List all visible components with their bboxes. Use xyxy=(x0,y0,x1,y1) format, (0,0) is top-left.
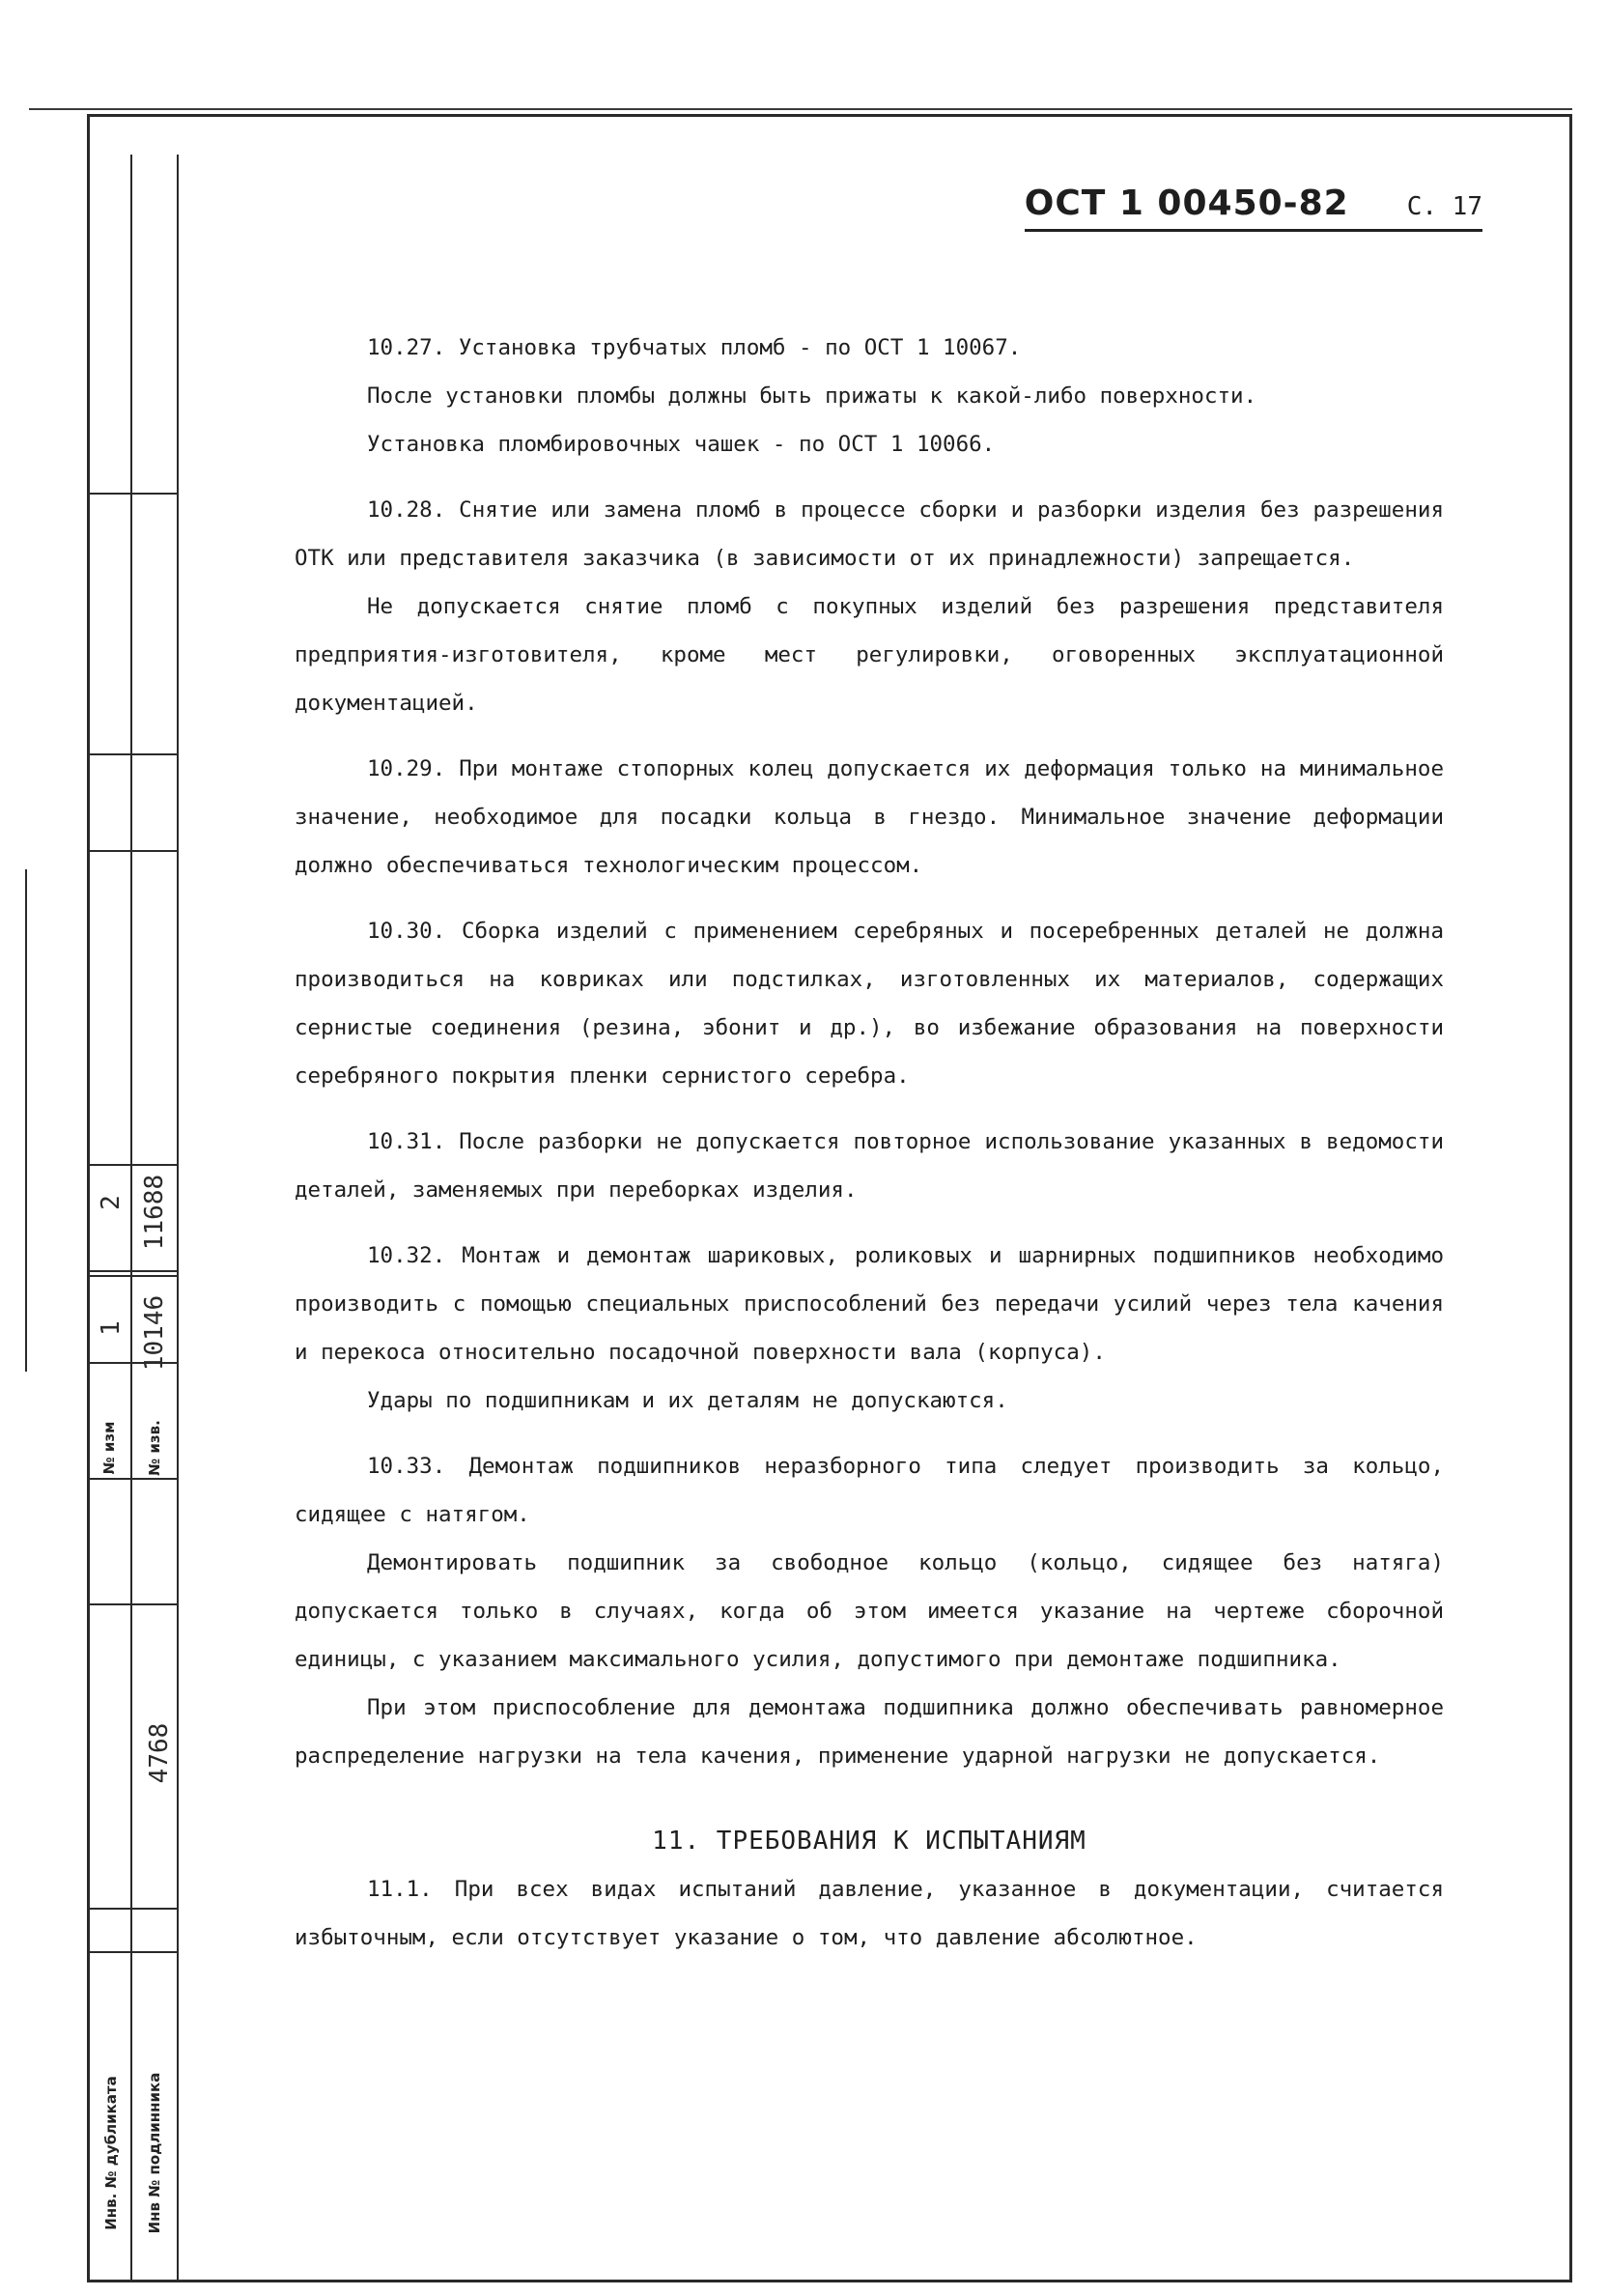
paragraph: Удары по подшипникам и их деталям не допускаются. xyxy=(367,1388,1008,1413)
paragraph: При этом приспособление для демонтажа подшипника должно обеспечивать равномерное распределение нагрузки на тела качения, применение ударной нагрузки не допускается. xyxy=(295,1695,1444,1769)
strip-row-line xyxy=(87,1164,179,1166)
top-border-line xyxy=(29,108,1572,110)
strip-row-line xyxy=(87,1908,179,1910)
strip-column-divider xyxy=(130,155,132,2282)
page-number: С. 17 xyxy=(1406,192,1482,221)
strip-row-line xyxy=(87,850,179,852)
paragraph: Не допускается снятие пломб с покупных изделий без разрешения представителя предприятия-изготовителя, кроме мест регулировки, оговоренных эксплуатационной документацией. xyxy=(295,594,1444,716)
original-inventory-label: Инв № подлинника xyxy=(146,2072,163,2234)
strip-row-line xyxy=(87,1951,179,1953)
izm-value-1: 1 xyxy=(97,1320,126,1336)
paragraph: 11.1. При всех видах испытаний давление, указанное в документации, считается избыточным, если отсутствует указание о том, что давление абсолютное. xyxy=(295,1877,1444,1950)
strip-row-line xyxy=(87,1270,179,1272)
paragraph: Установка пломбировочных чашек - по ОСТ 1 10066. xyxy=(367,432,996,457)
margin-mark xyxy=(25,869,27,1372)
paragraph: Демонтировать подшипник за свободное кольцо (кольцо, сидящее без натяга) допускается только в случаях, когда об этом имеется указание на чертеже сборочной единицы, с указанием максимального усилия, допустимого при демонтаже подшипника. xyxy=(295,1550,1444,1672)
paragraph: 10.29. При монтаже стопорных колец допускается их деформация только на минимальное значение, необходимое для посадки кольца в гнездо. Минимальное значение деформации должно обеспечиваться технологическим процессом. xyxy=(295,756,1444,878)
izv-label: № изв. xyxy=(146,1420,163,1476)
izv-value-2: 11688 xyxy=(140,1174,169,1251)
paragraph: 10.27. Установка трубчатых пломб - по ОСТ 1 10067. xyxy=(367,335,1022,360)
izv-value-1: 10146 xyxy=(140,1294,169,1372)
paragraph: 10.31. После разборки не допускается повторное использование указанных в ведомости деталей, заменяемых при переборках изделия. xyxy=(295,1129,1444,1203)
page-header xyxy=(1025,184,1482,232)
paragraph: 10.28. Снятие или замена пломб в процессе сборки и разборки изделия без разрешения ОТК или представителя заказчика (в зависимости от их принадлежности) запрещается. xyxy=(295,497,1444,571)
original-inventory-number: 4768 xyxy=(145,1722,174,1784)
document-body xyxy=(295,324,1444,1962)
paragraph: 10.33. Демонтаж подшипников неразборного типа следует производить за кольцо, сидящее с натягом. xyxy=(295,1454,1444,1527)
strip-row-line xyxy=(87,1275,179,1277)
strip-right-border xyxy=(177,155,179,2282)
duplicate-inventory-label: Инв. № дубликата xyxy=(102,2076,120,2230)
strip-row-line xyxy=(87,1603,179,1605)
section-title: 11. ТРЕБОВАНИЯ К ИСПЫТАНИЯМ xyxy=(652,1827,1086,1856)
izm-value-2: 2 xyxy=(97,1195,126,1210)
strip-row-line xyxy=(87,753,179,755)
side-stamp-table xyxy=(87,155,179,2282)
paragraph: 10.32. Монтаж и демонтаж шариковых, роликовых и шарнирных подшипников необходимо производить с помощью специальных приспособлений без передачи усилий через тела качения и перекоса относительно посадочной поверхности вала (корпуса). xyxy=(295,1243,1444,1365)
strip-row-line xyxy=(87,493,179,495)
paragraph: 10.30. Сборка изделий с применением серебряных и посеребренных деталей не должна производиться на ковриках или подстилках, изготовленных их материалов, содержащих сернистые соединения (резина, эбонит и др.), во избежание образования на поверхности серебряного покрытия пленки сернистого серебра. xyxy=(295,919,1444,1089)
document-number: ОСТ 1 00450-82 xyxy=(1024,184,1349,223)
paragraph: После установки пломбы должны быть прижаты к какой-либо поверхности. xyxy=(367,383,1257,409)
izm-label: № изм xyxy=(100,1421,118,1475)
